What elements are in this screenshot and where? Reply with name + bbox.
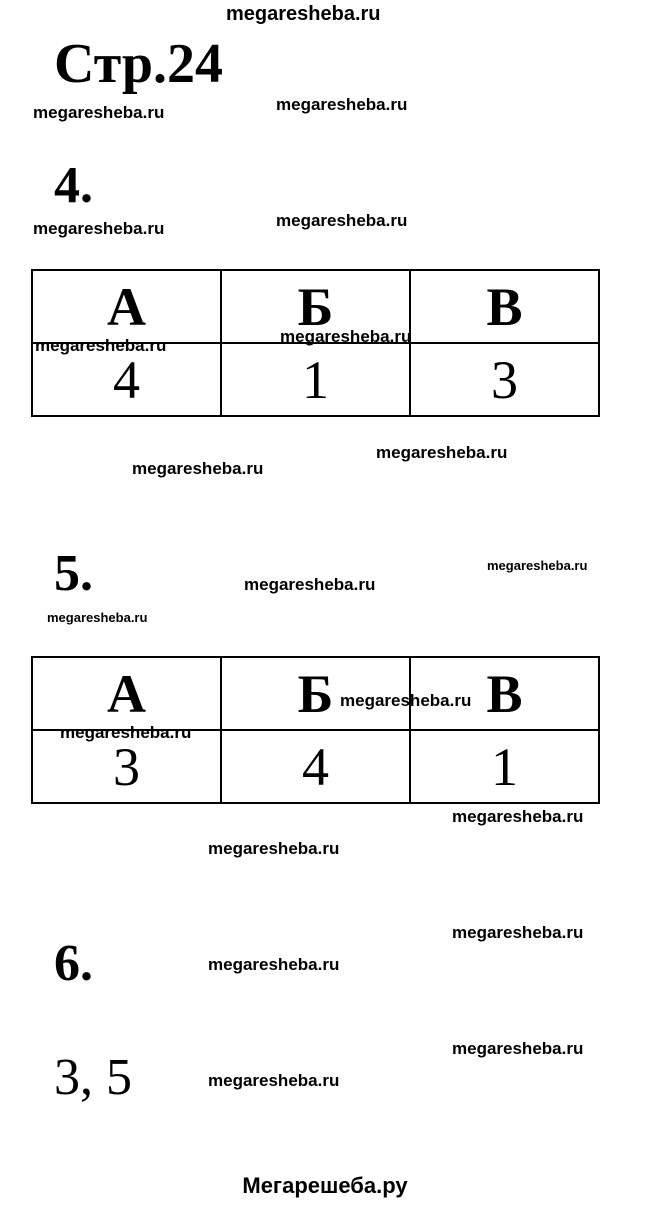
watermark: megaresheba.ru (132, 459, 264, 478)
page-title: Стр.24 (54, 33, 224, 95)
answer-text: 3, 5 (54, 1049, 132, 1106)
watermark: megaresheba.ru (340, 691, 472, 710)
footer-site-name: Мегарешеба.ру (242, 1173, 408, 1198)
table-cell: 4 (32, 343, 221, 416)
table-header-cell: А (32, 657, 221, 730)
task-number: 6. (54, 935, 93, 992)
watermark: megaresheba.ru (226, 3, 381, 25)
watermark: megaresheba.ru (33, 219, 165, 238)
task-number: 5. (54, 545, 93, 602)
watermark: megaresheba.ru (276, 95, 408, 114)
watermark: megaresheba.ru (487, 558, 588, 573)
watermark: megaresheba.ru (452, 923, 584, 942)
watermark: megaresheba.ru (47, 610, 148, 625)
watermark: megaresheba.ru (452, 1039, 584, 1058)
watermark: megaresheba.ru (244, 575, 376, 594)
watermark: megaresheba.ru (33, 103, 165, 122)
table-header-cell: В (410, 270, 599, 343)
table-cell: 3 (32, 730, 221, 803)
table-header-cell: Б (221, 270, 410, 343)
watermark: megaresheba.ru (208, 839, 340, 858)
watermark: megaresheba.ru (208, 1071, 340, 1090)
watermark: megaresheba.ru (452, 807, 584, 826)
watermark: megaresheba.ru (280, 327, 412, 346)
table-cell: 3 (410, 343, 599, 416)
table-header-cell: В (410, 657, 599, 730)
watermark: megaresheba.ru (276, 211, 408, 230)
table-header-cell: А (32, 270, 221, 343)
table-header-row (32, 657, 599, 730)
watermark: megaresheba.ru (376, 443, 508, 462)
task-number: 4. (54, 157, 93, 214)
watermark: megaresheba.ru (35, 336, 167, 355)
table-cell: 1 (410, 730, 599, 803)
table-header-cell: Б (221, 657, 410, 730)
table-cell: 4 (221, 730, 410, 803)
table-cell: 1 (221, 343, 410, 416)
watermark: megaresheba.ru (60, 723, 192, 742)
watermark: megaresheba.ru (208, 955, 340, 974)
